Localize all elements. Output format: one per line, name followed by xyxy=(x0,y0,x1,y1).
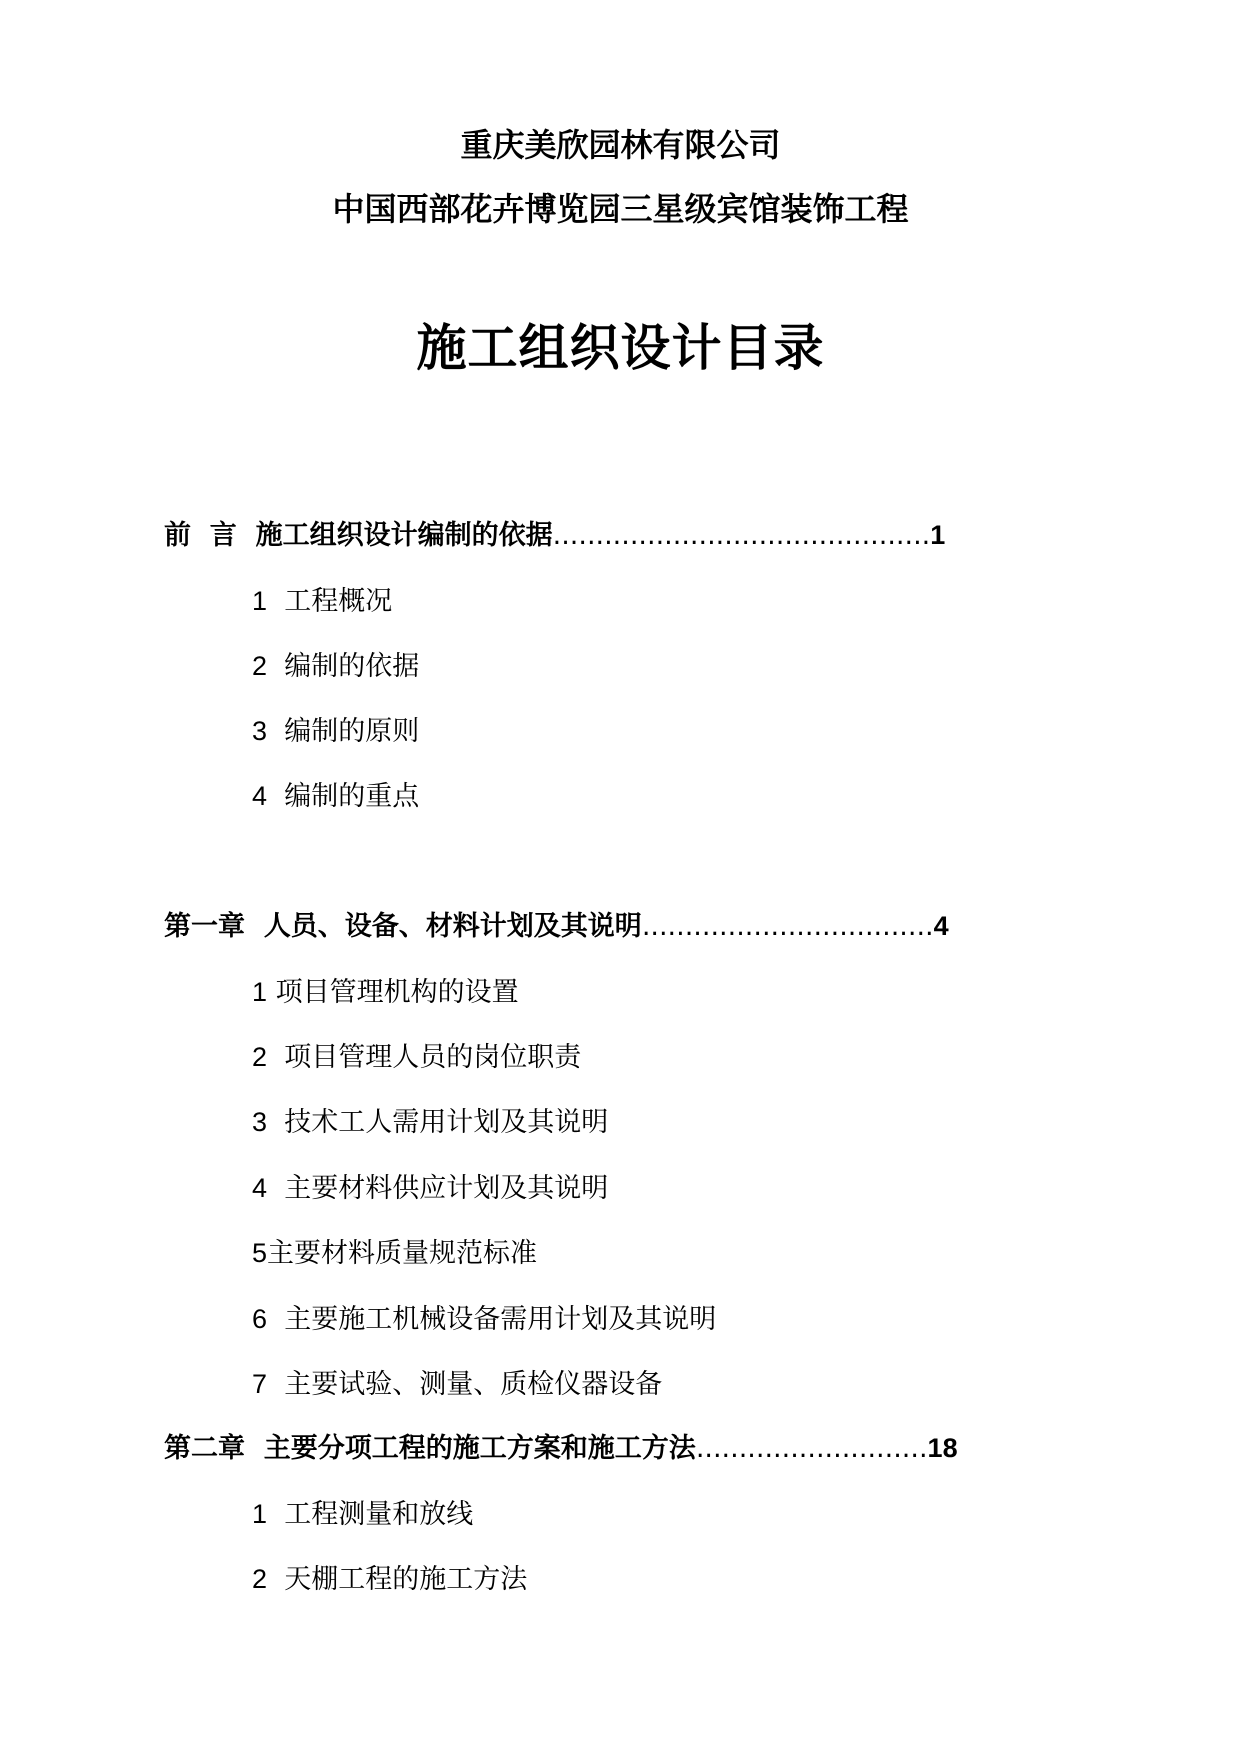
toc-subitem xyxy=(252,1492,473,1531)
toc-subitem xyxy=(252,970,519,1009)
toc-subitem-number: 1 xyxy=(252,586,268,616)
toc-subitem-text: 项目管理机构的设置 xyxy=(275,977,519,1008)
toc-subitem xyxy=(252,1297,716,1336)
toc-leader-dots: .................................. xyxy=(641,911,934,942)
toc-subitem-number: 2 xyxy=(252,1042,268,1072)
toc-subitem-text: 天棚工程的施工方法 xyxy=(284,1564,528,1595)
toc-subitem-number: 1 xyxy=(252,1499,268,1529)
toc-subitem-number: 6 xyxy=(252,1304,268,1334)
toc-subitem xyxy=(252,1166,608,1205)
toc-page-number: 4 xyxy=(933,911,949,941)
toc-subitem-text: 编制的重点 xyxy=(284,781,420,812)
toc-subitem xyxy=(252,579,392,618)
toc-subitem xyxy=(252,1100,608,1139)
toc-subitem xyxy=(252,1231,537,1270)
toc-subitem-text: 工程概况 xyxy=(284,586,393,617)
toc-subitem-number: 2 xyxy=(252,651,268,681)
toc-entry-label: 第二章 主要分项工程的施工方案和施工方法 xyxy=(164,1433,696,1464)
toc-subitem-number: 7 xyxy=(252,1369,268,1399)
toc-entry-chapter-2 xyxy=(164,1426,958,1465)
toc-subitem xyxy=(252,1557,527,1596)
toc-subitem xyxy=(252,1035,581,1074)
toc-subitem-number: 4 xyxy=(252,1173,268,1203)
toc-leader-dots: ........................... xyxy=(695,1433,928,1464)
toc-subitem-text: 编制的原则 xyxy=(284,716,420,747)
toc-subitem-text: 主要施工机械设备需用计划及其说明 xyxy=(284,1304,717,1335)
company-name: 重庆美欣园林有限公司 xyxy=(460,126,781,164)
toc-subitem xyxy=(252,1362,662,1401)
toc-entry-label: 前 言 施工组织设计编制的依据 xyxy=(164,520,553,551)
project-name: 中国西部花卉博览园三星级宾馆装饰工程 xyxy=(332,190,909,228)
toc-page-number: 1 xyxy=(930,520,946,550)
toc-subitem-text: 主要试验、测量、质检仪器设备 xyxy=(284,1369,663,1400)
toc-subitem-text: 编制的依据 xyxy=(284,651,420,682)
toc-subitem-text: 主要材料质量规范标准 xyxy=(267,1238,538,1269)
toc-subitem-number: 4 xyxy=(252,781,268,811)
toc-entry-label: 第一章 人员、设备、材料计划及其说明 xyxy=(164,911,642,942)
toc-subitem xyxy=(252,644,419,683)
toc-subitem-number: 3 xyxy=(252,1107,268,1137)
toc-page-number: 18 xyxy=(927,1433,958,1463)
toc-subitem-number: 5 xyxy=(252,1238,268,1268)
toc-subitem-number: 3 xyxy=(252,716,268,746)
toc-entry-chapter-1 xyxy=(164,904,949,943)
toc-subitem xyxy=(252,709,419,748)
document-title: 施工组织设计目录 xyxy=(416,319,825,377)
toc-subitem-number: 2 xyxy=(252,1564,268,1594)
toc-subitem-number: 1 xyxy=(252,977,268,1007)
toc-subitem-text: 主要材料供应计划及其说明 xyxy=(284,1173,609,1204)
toc-leader-dots: ............................................ xyxy=(552,520,931,551)
toc-subitem-text: 项目管理人员的岗位职责 xyxy=(284,1042,582,1073)
toc-subitem-text: 技术工人需用计划及其说明 xyxy=(284,1107,609,1138)
toc-entry-preface xyxy=(164,513,945,552)
toc-subitem xyxy=(252,774,419,813)
toc-subitem-text: 工程测量和放线 xyxy=(284,1499,474,1530)
